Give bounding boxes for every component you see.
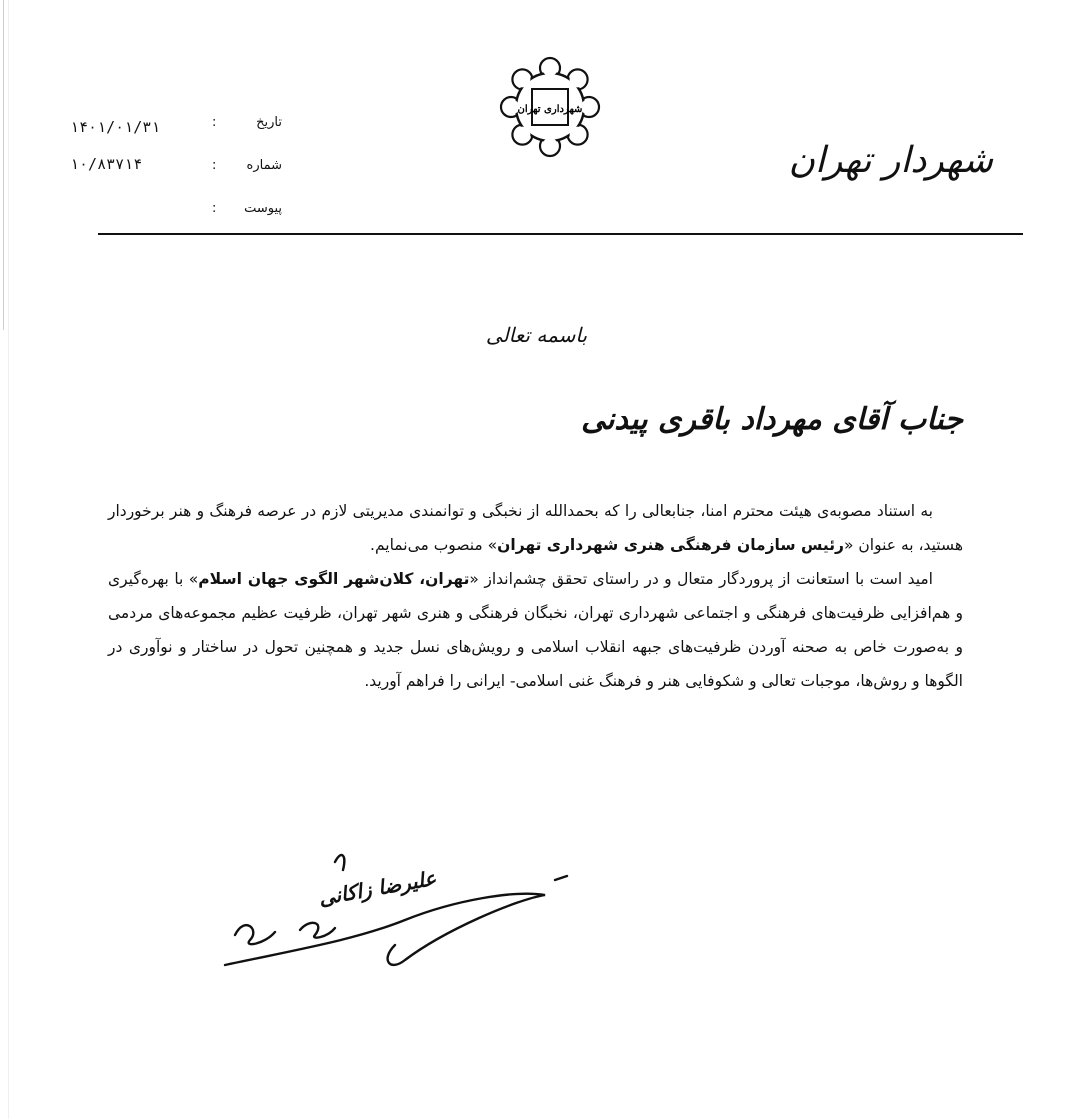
header-divider: [98, 233, 1023, 235]
signer-name: علیرضا زاکانی: [316, 865, 438, 911]
attachment-row: [212, 201, 282, 244]
signature-scribble: [215, 840, 595, 980]
invocation: باسمه تعالی: [485, 323, 588, 347]
attachment-label: پیوست: [244, 201, 282, 216]
p1-after: » منصوب می‌نمایم.: [370, 536, 498, 554]
meta-labels: [212, 115, 282, 244]
p2-after: » با بهره‌گیری و هم‌افزایی ظرفیت‌های فرهنگی و اجتماعی شهرداری تهران، نخبگان فرهنگی و هنری شهر تهران، ظرفیت عظیم مجموعه‌های مردمی و به‌صورت خاص به صحنه آوردن ظرفیت‌های جبهه انقلاب اسلامی و رویش‌های نسل جدید و همچنین تحول در ساختار و نوآوری در الگوها و روش‌ها، موجبات تعالی و شکوفایی هنر و فرهنگ غنی اسلامی- ایرانی را فراهم آورید.: [108, 570, 963, 690]
p2-before: امید است با استعانت از پروردگار متعال و در راستای تحقق چشم‌انداز «: [469, 570, 933, 588]
date-value: ۱۴۰۱/۰۱/۳۱: [70, 118, 161, 136]
paragraph-2: [108, 562, 963, 698]
tehran-municipality-emblem: [495, 52, 605, 162]
letter-body: [108, 494, 963, 698]
date-row: [212, 115, 282, 158]
emblem-text: شهرداری تهران: [517, 104, 583, 115]
p2-bold: تهران، کلان‌شهر الگوی جهان اسلام: [198, 570, 470, 588]
scan-edge-line: [3, 0, 4, 330]
number-row: [212, 158, 282, 201]
number-value: ۱۰/۸۳۷۱۴: [70, 155, 143, 173]
letterhead-title: شهردار تهران: [788, 140, 993, 181]
paragraph-1: [108, 494, 963, 562]
date-label: تاریخ: [256, 115, 282, 130]
p1-bold: رئیس سازمان فرهنگی هنری شهرداری تهران: [497, 536, 844, 554]
scan-edge-shadow: [8, 0, 9, 1119]
meta-values: [70, 118, 160, 192]
number-label: شماره: [246, 158, 282, 173]
attachment-colon: :: [212, 201, 217, 216]
date-colon: :: [212, 115, 217, 130]
addressee: جناب آقای مهرداد باقری پیدنی: [581, 402, 963, 437]
p1-before: به استناد مصوبه‌ی هیئت محترم امنا، جنابعالی را که بحمدالله از نخبگی و توانمندی مدیریتی لازم در عرصه فرهنگ و هنر برخوردار هستید، به عنوان «: [108, 502, 963, 554]
number-colon: :: [212, 158, 217, 173]
